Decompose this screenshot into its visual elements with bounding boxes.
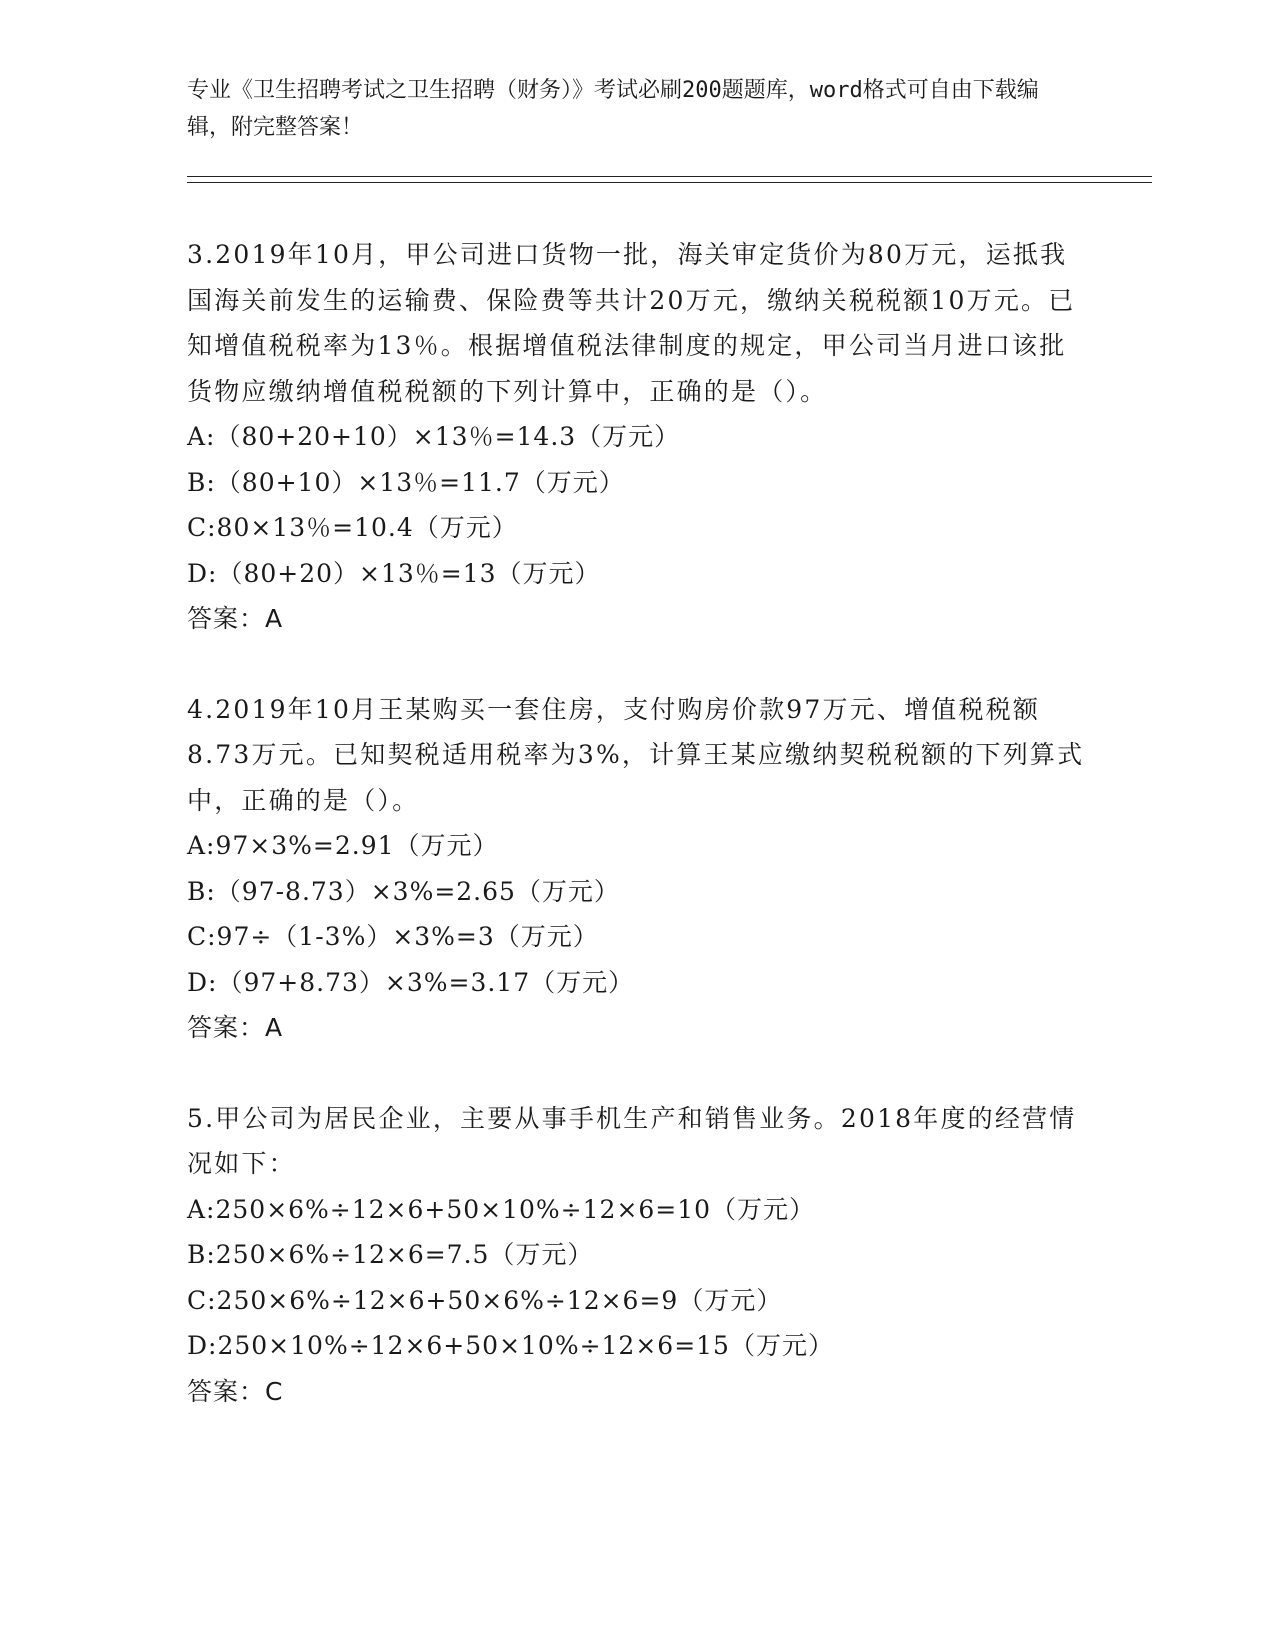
- answer-line: 答案：A: [187, 1013, 284, 1042]
- option-a: A:250×6%÷12×6+50×10%÷12×6=10（万元）: [187, 1194, 816, 1224]
- question-stem: 3.2019年10月，甲公司进口货物一批，海关审定货价为80万元，运抵我国海关前发生的运输费、保险费等共计20万元，缴纳关税税额10万元。已知增值税税率为13％。根据增值税法律制度的规定，甲公司当月进口该批货物应缴纳增值税税额的下列计算中，正确的是（）。: [187, 240, 1076, 406]
- option-b: B:（97-8.73）×3%=2.65（万元）: [187, 876, 620, 906]
- option-b: B:250×6%÷12×6=7.5（万元）: [187, 1240, 594, 1269]
- question-4: [187, 687, 1087, 1051]
- option-c: C:250×6%÷12×6+50×6%÷12×6=9（万元）: [187, 1285, 783, 1315]
- option-a: A:（80+20+10）×13％=14.3（万元）: [187, 422, 681, 451]
- option-d: D:（80+20）×13％=13（万元）: [187, 558, 601, 588]
- answer-line: 答案：C: [187, 1376, 284, 1406]
- option-a: A:97×3%=2.91（万元）: [187, 831, 499, 860]
- question-5: [187, 1096, 1087, 1415]
- option-d: D:250×10%÷12×6+50×10%÷12×6=15（万元）: [187, 1331, 834, 1360]
- header-rule-top: [187, 176, 1152, 177]
- document-header: 专业《卫生招聘考试之卫生招聘（财务）》考试必刷200题题库，word格式可自由下载编辑，附完整答案！: [187, 78, 1039, 140]
- option-b: B:（80+10）×13％=11.7（万元）: [187, 467, 625, 497]
- question-stem: 5.甲公司为居民企业，主要从事手机生产和销售业务。2018年度的经营情况如下：: [187, 1103, 1077, 1178]
- question-stem: 4.2019年10月王某购买一套住房，支付购房价款97万元、增值税税额8.73万元。已知契税适用税率为3%，计算王某应缴纳契税税额的下列算式中，正确的是（）。: [187, 694, 1085, 815]
- answer-line: 答案：A: [187, 604, 284, 633]
- question-list: [187, 232, 1087, 1459]
- option-c: C:80×13％=10.4（万元）: [187, 513, 518, 542]
- question-3: [187, 232, 1087, 642]
- option-d: D:（97+8.73）×3%=3.17（万元）: [187, 967, 635, 997]
- header-rule-bottom: [187, 182, 1152, 183]
- option-c: C:97÷（1-3%）×3%=3（万元）: [187, 922, 599, 951]
